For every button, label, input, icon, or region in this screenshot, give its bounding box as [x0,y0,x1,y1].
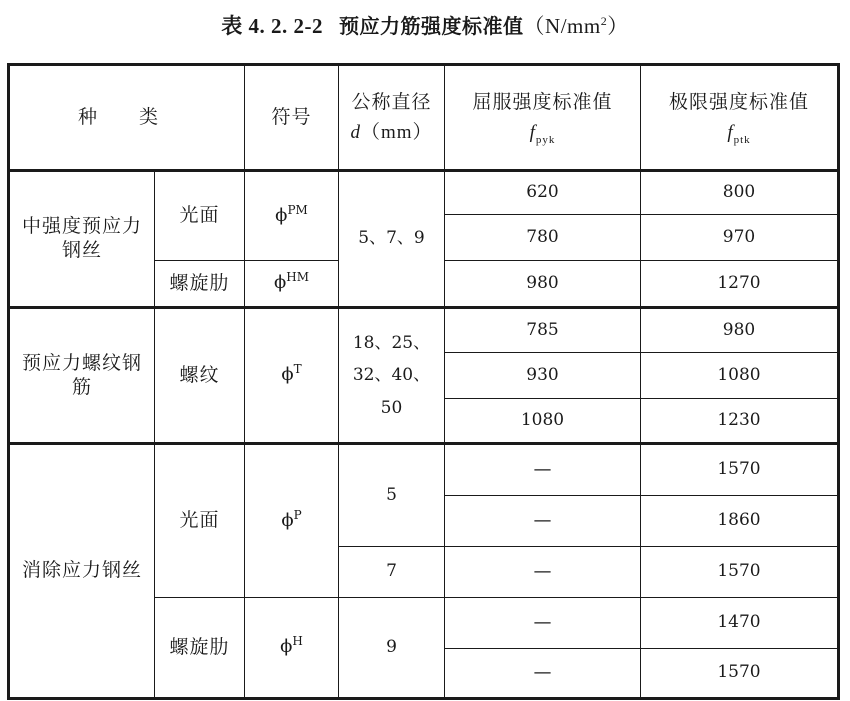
header-diameter-label: 公称直径 [351,90,432,113]
yield-value: — [445,444,641,496]
diameter-unit: （mm） [360,121,433,143]
yield-symbol: f [529,121,536,143]
group1-sub2-kind: 螺旋肋 [155,261,245,308]
yield-value: 785 [445,308,641,353]
symbol-base: ϕ [281,509,294,531]
yield-value: 930 [445,353,641,399]
table-caption [0,10,850,40]
group3-sub2-symbol [245,598,339,699]
header-yield-var [445,121,640,145]
group1-name: 中强度预应力钢丝 [9,171,155,308]
yield-value: — [445,598,641,649]
yield-value: — [445,496,641,547]
group3-name: 消除应力钢丝 [9,444,155,699]
symbol-superscript: PM [287,202,308,217]
table-title: 预应力筋强度标准值 [339,14,524,38]
ultimate-value: 1570 [641,547,839,598]
yield-value: 980 [445,261,641,308]
ultimate-value: 1230 [641,399,839,444]
group2-name: 预应力螺纹钢筋 [9,308,155,444]
group1-sub2-symbol [245,261,339,308]
group3-sub2-kind: 螺旋肋 [155,598,245,699]
yield-value: 780 [445,215,641,261]
symbol-superscript: H [292,634,303,649]
symbol-superscript: P [293,507,302,522]
header-kind [9,65,245,171]
symbol-base: ϕ [280,636,293,658]
ultimate-value: 1860 [641,496,839,547]
table-row [9,444,839,496]
header-yield-label: 屈服强度标准值 [472,90,613,113]
group2-kind: 螺纹 [155,308,245,444]
header-symbol: 符号 [245,65,339,171]
yield-subscript: pyk [535,133,556,146]
symbol-superscript: T [293,362,302,377]
group1-sub1-kind: 光面 [155,171,245,261]
diameter-symbol: d [350,121,361,143]
table-unit [524,14,629,38]
table-row [9,171,839,215]
header-diameter [339,65,445,171]
symbol-base: ϕ [281,364,294,386]
yield-value: 1080 [445,399,641,444]
group3-diameter-9: 9 [339,598,445,699]
strength-table [7,63,840,700]
header-ultimate-label: 极限强度标准值 [668,90,809,113]
group3-diameter-7: 7 [339,547,445,598]
group3-diameter-5: 5 [339,444,445,547]
unit-suffix: ） [607,14,629,38]
symbol-base: ϕ [273,272,287,294]
ultimate-value: 970 [641,215,839,261]
ultimate-value: 1470 [641,598,839,649]
ultimate-value: 1080 [641,353,839,399]
ultimate-value: 800 [641,171,839,215]
ultimate-value: 980 [641,308,839,353]
ultimate-value: 1570 [641,444,839,496]
group1-diameter: 5、7、9 [339,171,445,308]
yield-value: — [445,547,641,598]
header-row [9,65,839,171]
ultimate-value: 1570 [641,649,839,699]
table-row [9,308,839,353]
yield-value: 620 [445,171,641,215]
group2-symbol [245,308,339,444]
header-kind-label: 种 类 [77,105,177,128]
unit-prefix: （N/mm [523,14,601,38]
ultimate-subscript: ptk [733,133,751,146]
ultimate-value: 1270 [641,261,839,308]
ultimate-symbol: f [727,121,734,143]
group2-diameter: 18、25、32、40、50 [339,308,445,444]
header-ultimate [641,65,839,171]
group3-sub1-kind: 光面 [155,444,245,598]
unit-superscript: 2 [600,14,608,28]
header-yield [445,65,641,171]
symbol-superscript: HM [286,270,310,285]
yield-value: — [445,649,641,699]
table-number: 表 4. 2. 2-2 [221,14,324,38]
header-ultimate-var [641,121,837,145]
header-diameter-var [339,121,444,145]
symbol-base: ϕ [275,204,288,226]
group3-sub1-symbol [245,444,339,598]
group1-sub1-symbol [245,171,339,261]
